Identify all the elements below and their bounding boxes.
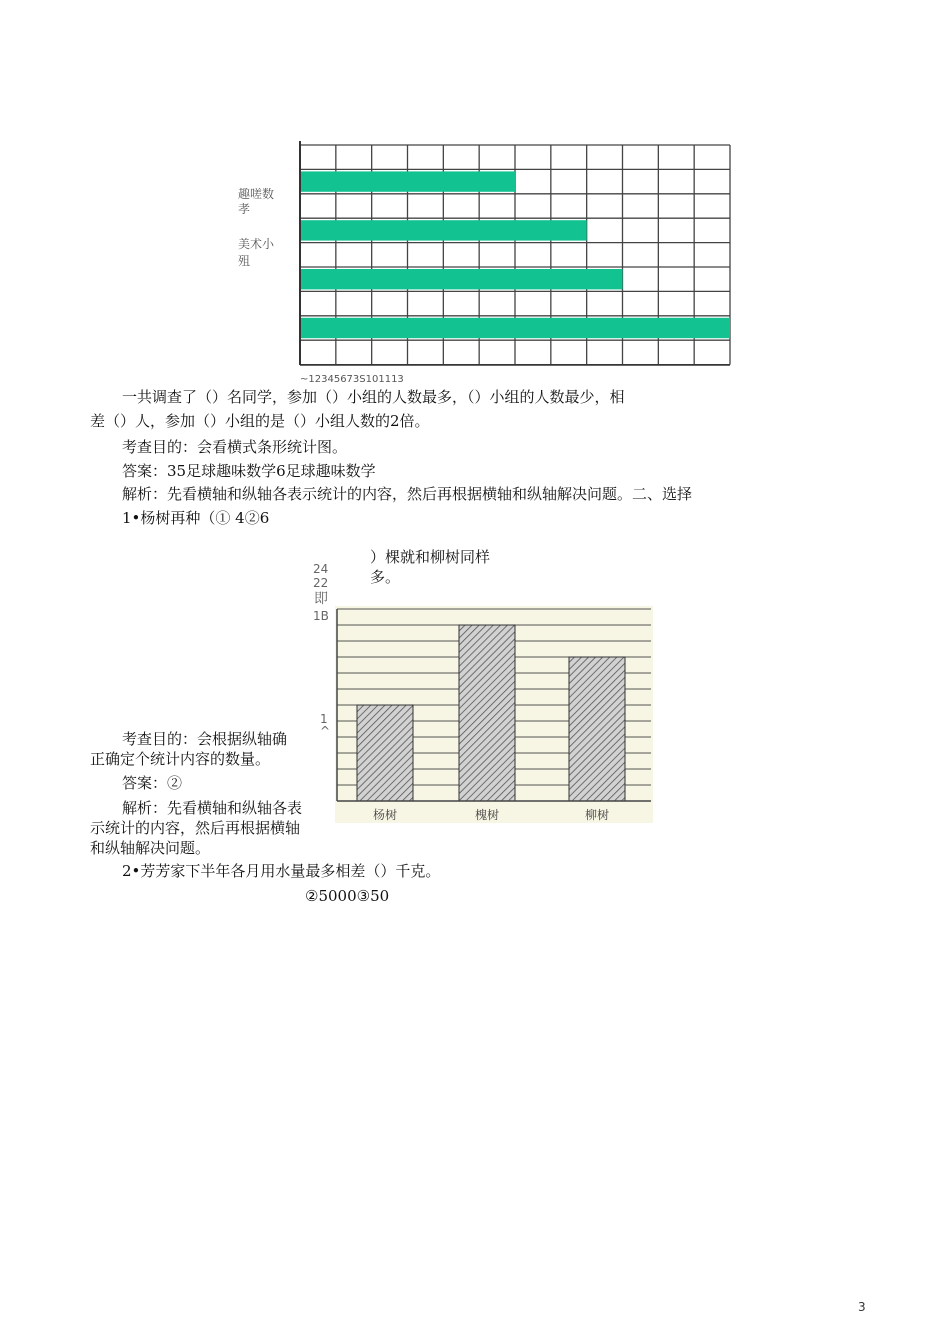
q2-answer: 答案：② <box>122 774 183 792</box>
q1-answer: 答案：35足球趣味数学6足球趣味数学 <box>122 462 376 480</box>
chart1-category-label: 趣嗟数 <box>238 187 275 201</box>
chart2-bar <box>357 705 413 801</box>
q3-choices: ②5000③50 <box>305 887 390 905</box>
vertical-bar-chart <box>335 606 653 823</box>
q1-analysis: 解析：先看横轴和纵轴各表示统计的内容，然后再根据横轴和纵轴解决问题。二、选择 <box>122 485 693 503</box>
chart1-bar <box>301 269 623 289</box>
page-number: 3 <box>858 1300 866 1314</box>
q2-analysis-line1: 解析：先看横轴和纵轴各表 <box>122 799 303 817</box>
q1-line2: 差（）人，参加（）小组的是（）小组人数的2倍。 <box>90 412 430 430</box>
q2-analysis-line2: 示统计的内容，然后再根据横轴 <box>90 819 301 837</box>
chart1-bar <box>301 171 515 191</box>
chart2-category-label: 杨树 <box>372 808 398 822</box>
q1-choice1: 1•杨树再种（① 4②6 <box>122 509 270 527</box>
chart2-y-label: 即 <box>314 591 328 607</box>
chart1-bar <box>301 220 587 240</box>
q1-line1: 一共调查了（）名同学，参加（）小组的人数最多，（）小组的人数最少，相 <box>122 388 625 406</box>
q2-question-cont2: 多。 <box>370 568 401 586</box>
q2-goal-line2: 正确定个统计内容的数量。 <box>90 750 271 768</box>
q2-question-cont1: ）棵就和柳树同样 <box>370 548 491 566</box>
chart2-y-label: 1 <box>320 712 328 726</box>
chart1-category-label: 美术小 <box>238 237 275 251</box>
chart2-bar <box>459 625 515 801</box>
chart2-category-label: 槐树 <box>474 808 500 822</box>
chart1-category-label: 殂 <box>238 254 251 268</box>
chart2-bar <box>569 657 625 801</box>
chart2-y-label: ^ <box>320 724 331 738</box>
chart2-y-label: 1B <box>313 609 329 623</box>
chart2-category-label: 柳树 <box>584 808 610 822</box>
horizontal-bar-chart <box>230 135 740 385</box>
q2-goal-line1: 考查目的：会根据纵轴确 <box>122 730 288 748</box>
q2-analysis-line3: 和纵轴解决问题。 <box>90 839 211 857</box>
chart1-bar <box>301 318 730 338</box>
q1-goal: 考查目的：会看横式条形统计图。 <box>122 438 348 456</box>
chart1-axis-text: ~12345673S101113 <box>300 374 404 385</box>
chart2-y-label: 22 <box>313 576 329 590</box>
chart2-y-label: 24 <box>313 562 329 576</box>
chart1-category-label: 孝 <box>238 202 251 216</box>
q3-question: 2•芳芳家下半年各月用水量最多相差（）千克。 <box>122 862 441 880</box>
